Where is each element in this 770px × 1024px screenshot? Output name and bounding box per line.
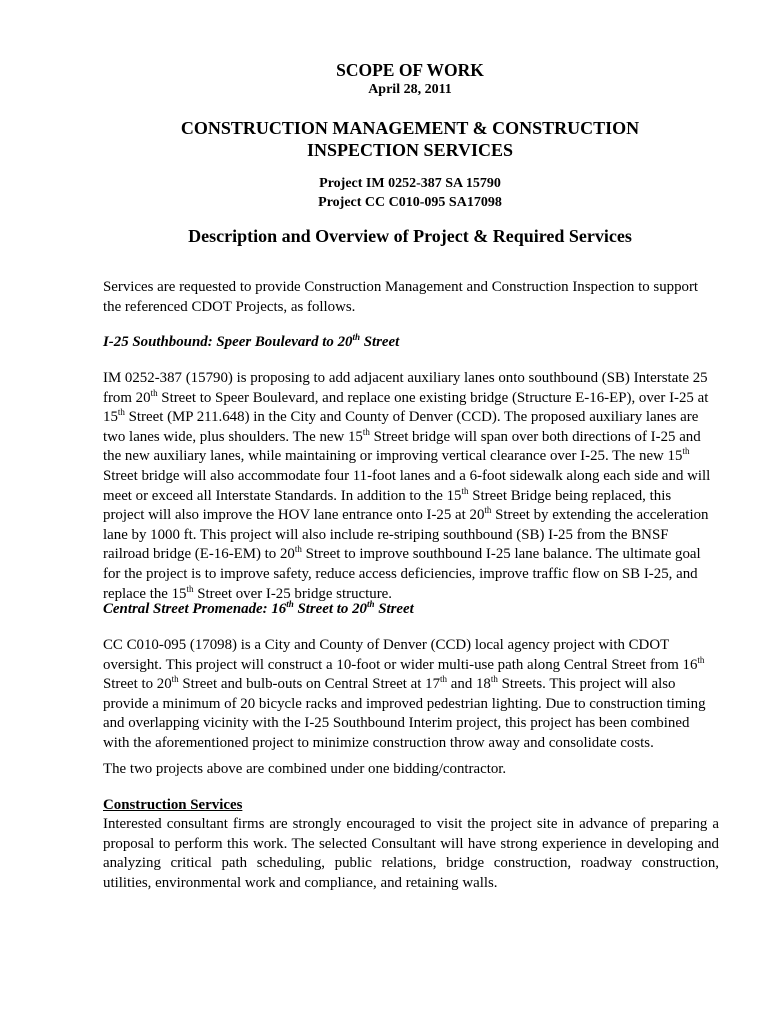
text-run: Services are requested to provide Construction Management and Construction Inspection to support [103,279,699,295]
text-run: Central Street Promenade: 16 [103,601,287,617]
text-line [103,408,719,428]
text-line [103,600,719,620]
text-run: and overlapping vicinity with the I-25 Southbound Interim project, this project has been combined [103,715,690,732]
text-run: I-25 Southbound: Speer Boulevard to 20 [103,334,353,350]
text-run: Street [359,334,400,350]
text-run: The two projects above are combined under one bidding/contractor. [103,761,507,777]
ordinal-superscript: th [362,426,370,437]
text-line [103,369,719,389]
text-run: proposal to perform this work. The selected Consultant will have strong experience in developing and [103,835,719,852]
text-line [103,565,719,585]
text-run: the referenced CDOT Projects, as follows. [103,298,356,315]
document-title: SCOPE OF WORK [336,60,484,80]
combined-projects-paragraph [103,760,719,780]
ordinal-superscript: th [286,599,294,609]
text-run: Street bridge will also accommodate four 11-foot lanes and a 6-foot sidewalk along each side and will [103,467,711,484]
text-run: IM 0252-387 (15790) is proposing to add adjacent auxiliary lanes onto southbound (SB) Interstate 25 [103,370,708,386]
text-line [103,714,719,734]
text-run: two lanes wide, plus shoulders. The new 15 [103,428,363,445]
project-number-2: Project CC C010-095 SA17098 [318,195,502,210]
ordinal-superscript: th [366,599,375,609]
ordinal-superscript: th [682,446,690,457]
subtitle-line-2: INSPECTION SERVICES [307,140,513,160]
text-line [103,298,719,318]
text-line [103,835,719,855]
text-run: CC C010-095 (17098) is a City and County of Denver (CCD) local agency project with CDOT [103,637,670,653]
text-run: Interested consultant firms are strongly encouraged to visit the project site in advance of preparing a [103,816,719,832]
text-run: for the project is to improve safety, reduce access deficiencies, improve traffic flow on SB I-25, and [103,565,698,582]
text-run: Street to Speer Boulevard, and replace one existing bridge (Structure E-16-EP), over I-25 at [157,389,709,406]
ordinal-superscript: th [490,674,498,685]
heading-construction-services [103,796,719,816]
text-run: Street Bridge being replaced, this [468,487,672,504]
text-run: and 18 [447,676,491,693]
text-line [103,333,719,353]
ordinal-superscript: th [150,387,158,398]
ordinal-superscript: th [171,674,179,685]
ordinal-superscript: th [484,505,492,516]
text-line [103,636,719,656]
text-line [103,796,719,816]
ordinal-superscript: th [117,407,125,418]
text-run: Streets. This project will also [497,676,676,693]
text-run: Street [374,601,414,617]
text-run: 15 [103,409,118,426]
text-run: Street bridge will span over both directions of I-25 and [369,428,701,445]
ordinal-superscript: th [461,485,469,496]
text-run: project will also improve the HOV lane entrance onto I-25 at 20 [103,507,485,524]
text-run: lane by 1000 ft. This project will also include re-striping southbound (SB) I-25 from the BNSF [103,526,669,543]
text-line [103,506,719,526]
ordinal-superscript: th [440,674,448,685]
ordinal-superscript: th [352,332,360,342]
text-run: the new auxiliary lanes, while maintaining or improving vertical clearance over I-25. The new 15 [103,448,683,465]
text-run: replace the 15 [103,585,187,602]
project-number-1: Project IM 0252-387 SA 15790 [319,176,501,191]
text-run: Street to improve southbound I-25 lane balance. The ultimate goal [301,546,701,563]
text-line [103,389,719,409]
i25-project-paragraph [103,369,719,604]
text-run: oversight. This project will construct a 10-foot or wider multi-use path along Central Street from 16 [103,656,698,673]
text-line [103,526,719,546]
text-run: from 20 [103,389,151,406]
text-run: Construction Services [103,797,243,813]
construction-services-paragraph [103,815,719,893]
section-title: Description and Overview of Project & Required Services [188,226,632,246]
text-line [103,815,719,835]
text-run: Street to 20 [293,601,367,617]
heading-i25-southbound [103,333,719,353]
text-run: analyzing critical path scheduling, public relations, bridge construction, roadway construction, [103,855,719,872]
text-line [103,734,719,754]
ordinal-superscript: th [186,583,194,594]
text-run: Street by extending the acceleration [491,507,709,524]
text-run: meet or exceed all Interstate Standards. In addition to the 15 [103,487,462,504]
text-run: Street and bulb-outs on Central Street at 17 [178,676,441,693]
text-line [103,545,719,565]
text-run: Street to 20 [103,676,172,693]
text-line [103,760,719,780]
text-line [103,656,719,676]
text-line [103,874,719,894]
text-line [103,428,719,448]
document-date: April 28, 2011 [368,82,452,97]
heading-central-street-promenade [103,600,719,620]
text-run: utilities, environmental work and compliance, and retaining walls. [103,874,498,891]
text-line [103,278,719,298]
text-line [103,675,719,695]
text-line [103,854,719,874]
text-line [103,447,719,467]
text-run: railroad bridge (E-16-EM) to 20 [103,546,295,563]
ordinal-superscript: th [294,544,302,555]
subtitle-line-1: CONSTRUCTION MANAGEMENT & CONSTRUCTION [180,118,640,138]
text-run: with the aforementioned project to minimize construction throw away and consolidate costs. [103,734,654,751]
text-run: provide a minimum of 20 bicycle racks and improved pedestrian lighting. Due to construction timing [103,695,706,712]
central-street-paragraph [103,636,719,754]
text-line [103,695,719,715]
text-line [103,467,719,487]
text-line [103,487,719,507]
text-run: Street (MP 211.648) in the City and County of Denver (CCD). The proposed auxiliary lanes are [124,409,699,426]
ordinal-superscript: th [697,654,705,665]
intro-paragraph [103,278,719,317]
text-run: Street over I-25 bridge structure. [193,585,393,602]
